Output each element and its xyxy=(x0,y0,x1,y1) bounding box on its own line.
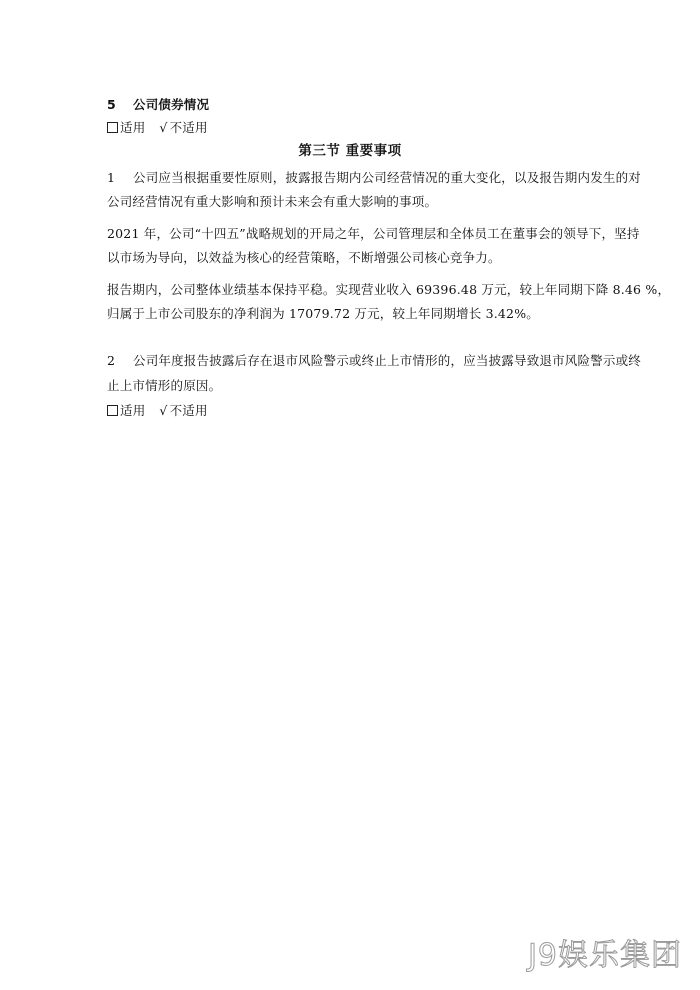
empty-checkbox-icon xyxy=(107,122,118,133)
section-5-heading xyxy=(107,96,209,114)
chapter-title: 第三节 重要事项 xyxy=(298,143,402,159)
section-5-title: 公司债券情况 xyxy=(133,97,210,112)
empty-checkbox-icon xyxy=(107,405,118,416)
section-5-number: 5 xyxy=(107,97,116,112)
check-mark-icon: √ xyxy=(159,120,168,135)
applicable-label: 适用 xyxy=(120,403,146,418)
applicable-label: 适用 xyxy=(120,120,146,135)
item-2-text-line-2: 止上市情形的原因。 xyxy=(107,378,222,393)
results-paragraph-line-2: 归属于上市公司股东的净利润为 17079.72 万元，较上年同期增长 3.42%。 xyxy=(107,306,539,321)
check-mark-icon: √ xyxy=(159,403,168,418)
results-paragraph-line-1: 报告期内，公司整体业绩基本保持平稳。实现营业收入 69396.48 万元，较上年同期下降 8.46 %， xyxy=(107,282,671,297)
item-2-number: 2 xyxy=(107,353,116,368)
item-2-text-line-1: 公司年度报告披露后存在退市风险警示或终止上市情形的，应当披露导致退市风险警示或终 xyxy=(133,353,642,368)
item-1-text-line-2: 公司经营情况有重大影响和预计未来会有重大影响的事项。 xyxy=(107,194,438,209)
not-applicable-label: 不适用 xyxy=(169,403,208,418)
section-5-applicability xyxy=(107,119,208,137)
item-2-line-1 xyxy=(107,352,641,370)
watermark-text: J9娱乐集团 xyxy=(528,938,682,973)
strategy-paragraph-line-2: 以市场为导向，以效益为核心的经营策略，不断增强公司核心竞争力。 xyxy=(107,250,501,265)
item-2-applicability xyxy=(107,402,208,420)
item-1-number: 1 xyxy=(107,170,116,185)
strategy-paragraph-line-1: 2021 年，公司“十四五”战略规划的开局之年，公司管理层和全体员工在董事会的领导下，坚持 xyxy=(107,226,640,241)
item-1-line-1 xyxy=(107,169,641,187)
item-1-text-line-1: 公司应当根据重要性原则，披露报告期内公司经营情况的重大变化，以及报告期内发生的对 xyxy=(133,170,642,185)
not-applicable-label: 不适用 xyxy=(169,120,208,135)
